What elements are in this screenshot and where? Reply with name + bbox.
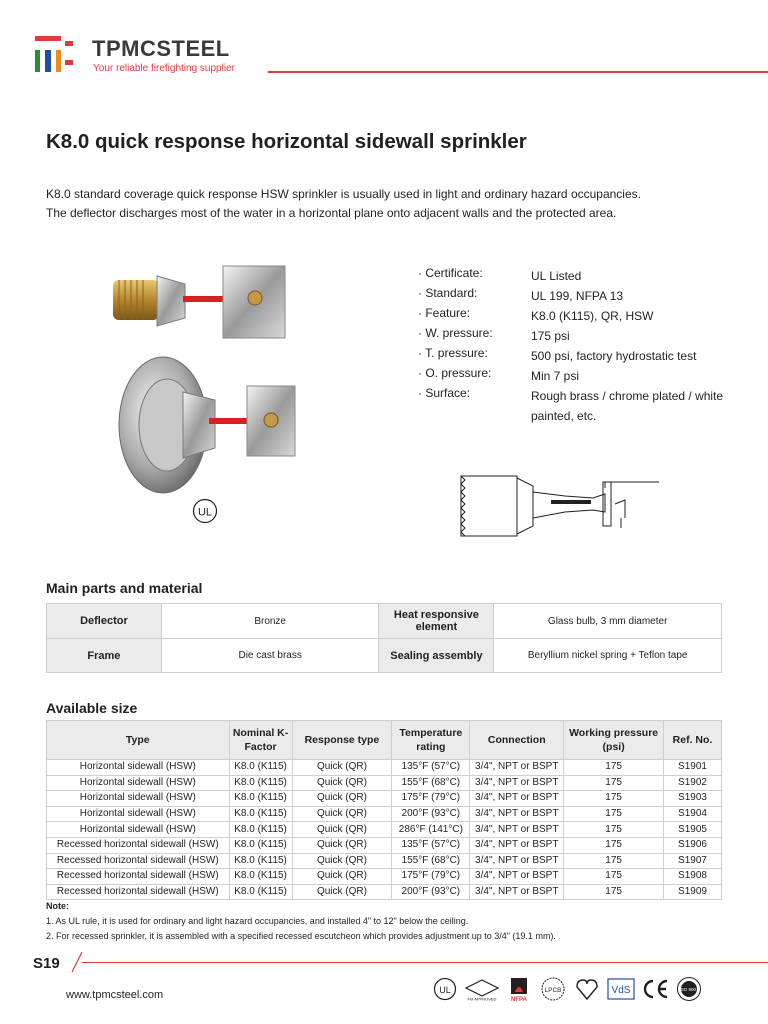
table-cell: 175°F (79°C) [392, 869, 470, 885]
footer-rule [82, 962, 768, 963]
spec-label: · Standard: [418, 286, 478, 300]
cert-label: UL [439, 985, 451, 995]
table-cell: Recessed horizontal sidewall (HSW) [47, 853, 230, 869]
page-number: S19 [33, 955, 60, 972]
spec-label: · Certificate: [418, 266, 483, 280]
note-item: 1. As UL rule, it is used for ordinary and light hazard occupancies, and installed 4" to 12" below the ceiling. [46, 916, 469, 926]
iso-9001-icon [674, 976, 704, 1002]
table-cell: K8.0 (K115) [229, 837, 292, 853]
table-row [47, 853, 722, 869]
ce-mark-icon [640, 976, 670, 1002]
parts-value: Bronze [161, 604, 379, 639]
table-cell: 135°F (57°C) [392, 760, 470, 776]
table-cell: Quick (QR) [292, 837, 392, 853]
parts-table [46, 603, 722, 673]
table-cell: 175 [564, 869, 664, 885]
table-cell: Horizontal sidewall (HSW) [47, 760, 230, 776]
parts-section-title: Main parts and material [46, 580, 203, 596]
spec-label: · Feature: [418, 306, 471, 320]
page-title: K8.0 quick response horizontal sidewall sprinkler [46, 130, 527, 153]
table-cell: 175 [564, 760, 664, 776]
parts-label: Frame [47, 639, 162, 673]
table-cell: 155°F (68°C) [392, 775, 470, 791]
table-cell: 3/4", NPT or BSPT [470, 806, 564, 822]
table-row [47, 775, 722, 791]
parts-label: Deflector [47, 604, 162, 639]
table-cell: 200°F (93°C) [392, 806, 470, 822]
table-cell: K8.0 (K115) [229, 775, 292, 791]
ul-listed-icon [192, 498, 218, 524]
brand-logo-icon [35, 36, 75, 72]
table-cell: 175 [564, 791, 664, 807]
table-cell: S1905 [664, 822, 722, 838]
sizes-header-cell: Ref. No. [664, 721, 722, 760]
table-cell: 286°F (141°C) [392, 822, 470, 838]
table-cell: Quick (QR) [292, 822, 392, 838]
table-cell: 175 [564, 837, 664, 853]
cert-label: VdS [611, 985, 631, 996]
table-cell: Quick (QR) [292, 869, 392, 885]
spec-value: Min 7 psi [531, 369, 580, 383]
notes [46, 899, 556, 944]
parts-value: Beryllium nickel spring + Teflon tape [494, 639, 722, 673]
table-row [47, 806, 722, 822]
nfpa-icon [504, 976, 534, 1002]
table-cell: Horizontal sidewall (HSW) [47, 822, 230, 838]
table-cell: S1901 [664, 760, 722, 776]
kitemark-icon [572, 976, 602, 1002]
lpcb-icon [538, 976, 568, 1002]
vds-icon [606, 976, 636, 1002]
spec-label: · T. pressure: [418, 346, 488, 360]
parts-value: Glass bulb, 3 mm diameter [494, 604, 722, 639]
parts-label: Sealing assembly [379, 639, 494, 673]
table-cell: 3/4", NPT or BSPT [470, 760, 564, 776]
table-cell: Horizontal sidewall (HSW) [47, 806, 230, 822]
sizes-header-cell: Connection [470, 721, 564, 760]
table-cell: K8.0 (K115) [229, 884, 292, 900]
spec-value: 175 psi [531, 329, 570, 343]
sizes-table-body [47, 760, 722, 900]
spec-value: K8.0 (K115), QR, HSW [531, 309, 654, 323]
ul-cert-icon [430, 976, 460, 1002]
table-cell: Horizontal sidewall (HSW) [47, 775, 230, 791]
table-cell: 3/4", NPT or BSPT [470, 791, 564, 807]
parts-label: Heat responsive element [379, 604, 494, 639]
table-cell: 3/4", NPT or BSPT [470, 869, 564, 885]
table-cell: 175 [564, 775, 664, 791]
sizes-header-cell: Type [47, 721, 230, 760]
sizes-table [46, 720, 722, 900]
table-row [47, 760, 722, 776]
table-row [47, 837, 722, 853]
website-link[interactable]: www.tpmcsteel.com [66, 989, 164, 1001]
brand-name: TPMCSTEEL [92, 36, 230, 61]
table-cell: 3/4", NPT or BSPT [470, 853, 564, 869]
table-row [47, 869, 722, 885]
intro-line: The deflector discharges most of the water in a horizontal plane onto adjacent walls and the protected area. [46, 206, 617, 220]
table-cell: K8.0 (K115) [229, 869, 292, 885]
spec-value: UL Listed [531, 269, 582, 283]
sizes-header-cell: Working pressure (psi) [564, 721, 664, 760]
cert-label: LPCB [544, 987, 562, 994]
parts-row [47, 639, 722, 673]
parts-value: Die cast brass [161, 639, 379, 673]
table-cell: S1906 [664, 837, 722, 853]
spec-value: UL 199, NFPA 13 [531, 289, 624, 303]
note-item: 2. For recessed sprinkler, it is assembled with a specified recessed escutcheon which provides adjustment up to 3/4" (19.1 mm). [46, 931, 556, 941]
spec-label: · Surface: [418, 386, 471, 400]
intro-text [46, 185, 736, 223]
table-cell: Quick (QR) [292, 884, 392, 900]
certification-logos [430, 976, 704, 1002]
sizes-header-row [47, 721, 722, 760]
parts-row [47, 604, 722, 639]
table-cell: 3/4", NPT or BSPT [470, 837, 564, 853]
table-cell: K8.0 (K115) [229, 853, 292, 869]
table-cell: 175°F (79°C) [392, 791, 470, 807]
table-cell: K8.0 (K115) [229, 791, 292, 807]
header-rule [268, 71, 768, 73]
technical-drawing [455, 468, 661, 544]
sizes-header-cell: Response type [292, 721, 392, 760]
sizes-header-cell: Nominal K-Factor [229, 721, 292, 760]
table-cell: S1907 [664, 853, 722, 869]
table-cell: 175 [564, 853, 664, 869]
spec-label: · W. pressure: [418, 326, 493, 340]
table-row [47, 884, 722, 900]
cert-label: NFPA [511, 997, 527, 1002]
cert-label: ISO 9001 [679, 987, 699, 992]
table-cell: 155°F (68°C) [392, 853, 470, 869]
table-cell: 200°F (93°C) [392, 884, 470, 900]
table-row [47, 791, 722, 807]
sizes-section-title: Available size [46, 700, 138, 716]
table-cell: Recessed horizontal sidewall (HSW) [47, 869, 230, 885]
table-cell: 3/4", NPT or BSPT [470, 822, 564, 838]
table-cell: K8.0 (K115) [229, 822, 292, 838]
table-cell: K8.0 (K115) [229, 806, 292, 822]
table-cell: 175 [564, 884, 664, 900]
table-cell: S1902 [664, 775, 722, 791]
sizes-header-cell: Temperature rating [392, 721, 470, 760]
table-cell: Quick (QR) [292, 775, 392, 791]
table-cell: Recessed horizontal sidewall (HSW) [47, 884, 230, 900]
table-cell: 175 [564, 822, 664, 838]
fm-approved-icon [464, 976, 500, 1002]
table-cell: Horizontal sidewall (HSW) [47, 791, 230, 807]
table-cell: K8.0 (K115) [229, 760, 292, 776]
product-photo [105, 262, 305, 494]
spec-value: 500 psi, factory hydrostatic test [531, 349, 697, 363]
table-cell: S1903 [664, 791, 722, 807]
table-cell: 3/4", NPT or BSPT [470, 775, 564, 791]
spec-label: · O. pressure: [418, 366, 492, 380]
table-row [47, 822, 722, 838]
table-cell: Quick (QR) [292, 760, 392, 776]
table-cell: Quick (QR) [292, 806, 392, 822]
table-cell: 135°F (57°C) [392, 837, 470, 853]
ul-mark-label: UL [197, 506, 213, 519]
table-cell: 175 [564, 806, 664, 822]
table-cell: S1908 [664, 869, 722, 885]
spec-value: Rough brass / chrome plated / white painted, etc. [531, 389, 724, 423]
cert-label: FM APPROVED [467, 996, 497, 1001]
table-cell: S1904 [664, 806, 722, 822]
table-cell: S1909 [664, 884, 722, 900]
intro-line: K8.0 standard coverage quick response HSW sprinkler is usually used in light and ordinary hazard occupancies. [46, 187, 641, 201]
brand-tagline: Your reliable firefighting supplier [93, 63, 235, 74]
table-cell: Recessed horizontal sidewall (HSW) [47, 837, 230, 853]
table-cell: Quick (QR) [292, 791, 392, 807]
table-cell: Quick (QR) [292, 853, 392, 869]
table-cell: 3/4", NPT or BSPT [470, 884, 564, 900]
notes-title: Note: [46, 901, 69, 911]
